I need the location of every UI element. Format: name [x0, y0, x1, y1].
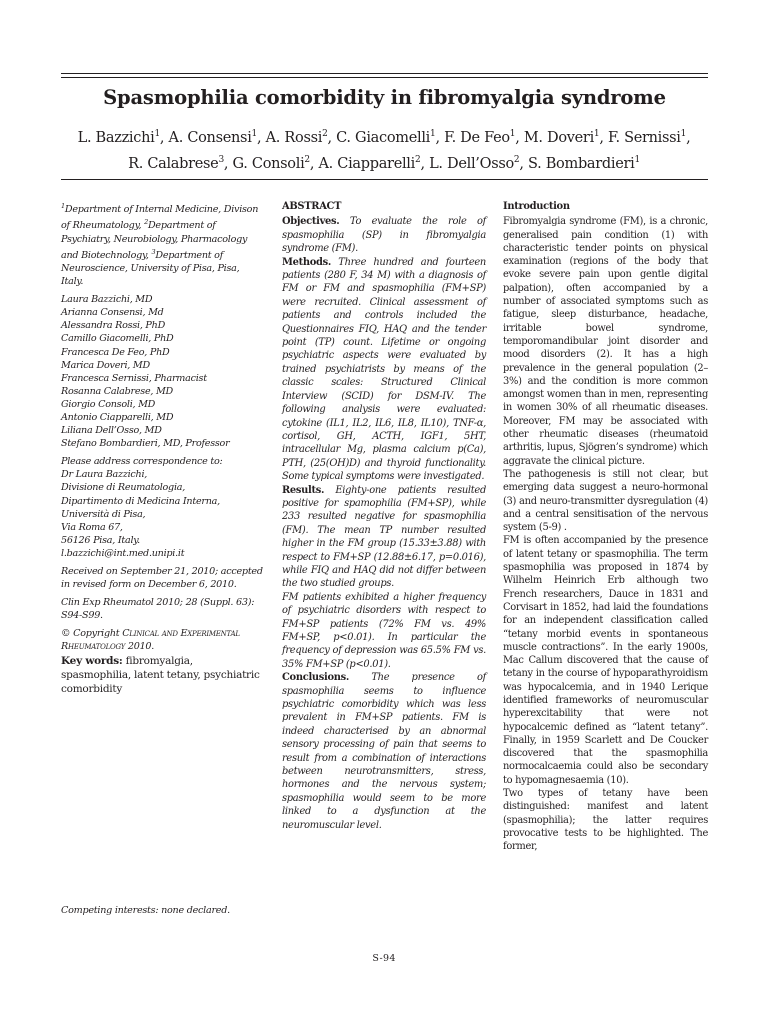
author-list-item: Liliana Dell’Osso, MD	[61, 425, 162, 437]
conclusions-text: The presence of spasmophilia seems to influence psychiatric comorbidity which was less prevalent in FM+SP patients. FM is indeed characterised by an abnormal sensory processing of pain that seems to result from a combination of interactions between neurotransmitters, stress, hormones and the nervous system; spasmophilia would seem to be more linked to a dysfunction at the neuromuscular level.	[282, 672, 486, 831]
abstract-results	[282, 484, 486, 591]
author-list-item: Camillo Giacomelli, PhD	[61, 333, 174, 345]
author-list-item: Francesca De Feo, PhD	[61, 346, 170, 358]
affiliation-marker: 2	[144, 218, 148, 227]
correspondence-line: Please address correspondence to:	[61, 456, 223, 468]
header-rule-bottom	[61, 179, 708, 180]
correspondence-line: Dr Laura Bazzichi,	[61, 469, 148, 481]
affiliation-marker: 1	[61, 202, 65, 210]
author-list-item: Laura Bazzichi, MD	[61, 294, 153, 306]
author-name: L. Bazzichi	[77, 129, 155, 146]
author-name: R. Calabrese	[128, 155, 219, 172]
article-title: Spasmophilia comorbidity in fibromyalgia syndrome	[103, 86, 666, 109]
author-name: F. Sernissi	[607, 129, 681, 146]
author-name: G. Consoli	[232, 155, 305, 172]
author-affiliation-marker: 2	[322, 129, 328, 139]
author-list-item: Marica Doveri, MD	[61, 359, 150, 371]
introduction-column	[503, 200, 708, 854]
correspondence-block	[61, 455, 264, 560]
author-name: L. Dell’Osso	[429, 155, 514, 172]
author-affiliation-marker: 1	[509, 129, 516, 139]
introduction-paragraph: FM is often accompanied by the presence of latent tetany or spasmophilia. The term spasmophilia was proposed in 1874 by Wilhelm Heinrich Erb although two French researchers, Dauce in 1831 and Corvisart in 1852, had laid the foundations for an independent classification called “tetany morbid events in spontaneous muscle contractions”. In the early 1900s, Mac Callum discovered that the cause of tetany in the course of hypoparathyroidism was hypocalcemia, and in 1940 Lerique identified frameworks of neuromuscular hyperexcitability that were not hypocalcemic defined as “latent tetany”. Finally, in 1959 Scarlett and De Coucker discovered that the spasmophilia normocalcaemia could also be secondary to hypomagnesaemia (10).	[503, 535, 708, 786]
abstract-conclusions	[282, 671, 486, 832]
methods-text: Three hundred and fourteen patients (280 F, 34 M) with a diagnosis of FM or FM and spasmophilia (FM+SP) were recruited. Clinical assessment of patients and controls included the Questionnaires FIQ, HAQ and the tender point (TP) count. Lifetime or ongoing psychiatric aspects were evaluated by trained psychiatrists by means of the classic scales: Structured Clinical Interview (SCID) for DSM-IV. The following analysis were evaluated: cytokine (IL1, IL2, IL6, IL8, IL10), TNF-α, cortisol, GH, ACTH, IGF1, 5HT, intracellular Mg, plasma calcium p(Ca), PTH, (25(OH)D) and thyroid functionality. Some typical symptoms were investigated.	[282, 256, 486, 483]
results-text: Eighty-one patients resulted positive for spamophilia (FM+SP), while 233 resulted negative for spasmophilia (FM). The mean TP number resulted higher in the FM group (15.33±3.88) with respect to FM+SP (12.88±6.17, p=0.016), while FIQ and HAQ did not differ between the two studied groups.	[282, 484, 486, 590]
introduction-body	[503, 215, 708, 853]
author-affiliation-marker: 1	[430, 129, 436, 139]
results-label: Results.	[282, 484, 325, 496]
introduction-paragraph: Fibromyalgia syndrome (FM), is a chronic, generalised pain condition (1) with characteristic tender points on physical examination (regions of the body that evoke severe pain upon gentle digital palpation), often accompanied by a number of associated symptoms such as fatigue, sleep disturbance, headache, irritable bowel syndrome, temporomandibular joint disorder and mood disorders (2). It has a high prevalence in the general population (2–3%) and the condition is more common amongst women than in men, representing in women 30% of all rheumatic diseases. Moreover, FM may be associated with other rheumatic diseases (rheumatoid arthritis, lupus, Sjögren’s syndrome) which aggravate the clinical picture.	[503, 216, 708, 467]
affiliation-text: Department of Psychiatry, Neurobiology, Pharmacology and Biotechnology,	[61, 220, 248, 261]
conclusions-label: Conclusions.	[282, 672, 350, 684]
author-line-1: L. Bazzichi$^1$, A. Consensi$^1$, A. Rossi$^2$, C. Giacomelli$^1$, F. De Feo$^1$, M. Doveri$^1$, F. Sernissi$^1$,	[77, 129, 691, 146]
author-name: S. Bombardieri	[527, 155, 635, 172]
page-number: S-94	[372, 953, 396, 964]
author-name: A. Consensi	[168, 129, 252, 146]
author-name: A. Rossi	[265, 129, 323, 146]
abstract-objectives	[282, 215, 486, 255]
author-list-item: Rosanna Calabrese, MD	[61, 385, 173, 397]
author-affiliation-marker: 3	[218, 154, 224, 165]
correspondence-line: Dipartimento di Medicina Interna,	[61, 495, 220, 507]
correspondence-line: 56126 Pisa, Italy.	[61, 534, 140, 546]
copyright-notice	[61, 627, 264, 653]
author-name: A. Ciapparelli	[318, 155, 415, 172]
copyright-year: 2010.	[125, 641, 155, 653]
journal-citation: Clin Exp Rheumatol 2010; 28 (Suppl. 63): S94-S99.	[61, 597, 255, 622]
abstract-results-continued: FM patients exhibited a higher frequency of psychiatric disorders with respect to FM+SP patients (72% FM vs. 49% FM+SP, p<0.01). In particular the frequency of depression was 65.5% FM vs. 35% FM+SP (p<0.01).	[282, 591, 486, 670]
author-list-item: Antonio Ciapparelli, MD	[61, 411, 174, 423]
correspondence-line: Università di Pisa,	[61, 508, 146, 520]
affiliation-marker: 3	[151, 247, 156, 256]
keywords	[61, 654, 264, 696]
author-affiliation-marker: 2	[304, 154, 310, 165]
header-rule-thick	[61, 73, 708, 74]
introduction-heading: Introduction	[503, 201, 570, 212]
keywords-label: Key words:	[61, 654, 123, 667]
author-list-item: Giorgio Consoli, MD	[61, 398, 156, 410]
competing-interests: Competing interests: none declared.	[61, 905, 230, 916]
correspondence-line: l.bazzichi@int.med.unipi.it	[61, 547, 185, 559]
affiliation-column	[61, 200, 264, 696]
keywords-text: fibromyalgia, spasmophilia, latent tetany, psychiatric comorbidity	[61, 654, 260, 695]
header-rule-thin	[61, 77, 708, 78]
author-affiliation-marker: 1	[593, 129, 600, 139]
author-name: F. De Feo	[444, 129, 510, 146]
author-affiliation-marker: 2	[513, 154, 520, 165]
author-affiliation-marker: 1	[680, 129, 687, 139]
objectives-text: To evaluate the role of spasmophilia (SP) in fibromyalgia syndrome (FM).	[282, 216, 486, 255]
author-name: M. Doveri	[523, 129, 594, 146]
abstract-column	[282, 200, 486, 832]
author-byline	[50, 123, 718, 175]
copyright-prefix: © Copyright	[61, 628, 123, 640]
introduction-paragraph: Two types of tetany have been distinguished: manifest and latent (spasmophilia); the latter requires provocative tests to be highlighted. The former,	[503, 788, 708, 853]
affiliations	[61, 200, 264, 288]
author-line-2: R. Calabrese$^3$, G. Consoli$^2$, A. Ciapparelli$^2$, L. Dell’Osso$^2$, S. Bombardieri$^1$	[128, 154, 640, 172]
correspondence-line: Divisione di Reumatologia,	[61, 482, 186, 494]
author-list-item: Stefano Bombardieri, MD, Professor	[61, 438, 230, 450]
correspondence-line: Via Roma 67,	[61, 521, 123, 533]
introduction-paragraph: The pathogenesis is still not clear, but emerging data suggest a neuro-hormonal (3) and neuro-transmitter dysregulation (4) and a central sensitisation of the nervous system (5-9) .	[503, 468, 708, 534]
author-list	[61, 293, 264, 450]
abstract-methods	[282, 256, 486, 484]
received-date: Received on September 21, 2010; accepted in revised form on December 6, 2010.	[61, 566, 263, 591]
author-list-item: Francesca Sernissi, Pharmacist	[61, 372, 207, 384]
author-list-item: Alessandra Rossi, PhD	[61, 320, 166, 332]
author-affiliation-marker: 1	[634, 154, 640, 165]
author-affiliation-marker: 1	[154, 129, 160, 139]
author-affiliation-marker: 2	[415, 154, 421, 165]
author-affiliation-marker: 1	[251, 129, 257, 139]
author-name: C. Giacomelli	[336, 129, 430, 146]
copyright-journal: Clinical and Experimental Rheumatology	[61, 628, 240, 653]
objectives-label: Objectives.	[282, 216, 340, 228]
affiliation-text: Department of Internal Medicine, Divison of Rheumatology,	[61, 204, 259, 232]
methods-label: Methods.	[282, 256, 332, 268]
abstract-heading: ABSTRACT	[282, 201, 342, 212]
author-list-item: Arianna Consensi, Md	[61, 307, 164, 319]
affiliation-text: Department of Neuroscience, University of Pisa, Pisa, Italy.	[61, 249, 240, 288]
